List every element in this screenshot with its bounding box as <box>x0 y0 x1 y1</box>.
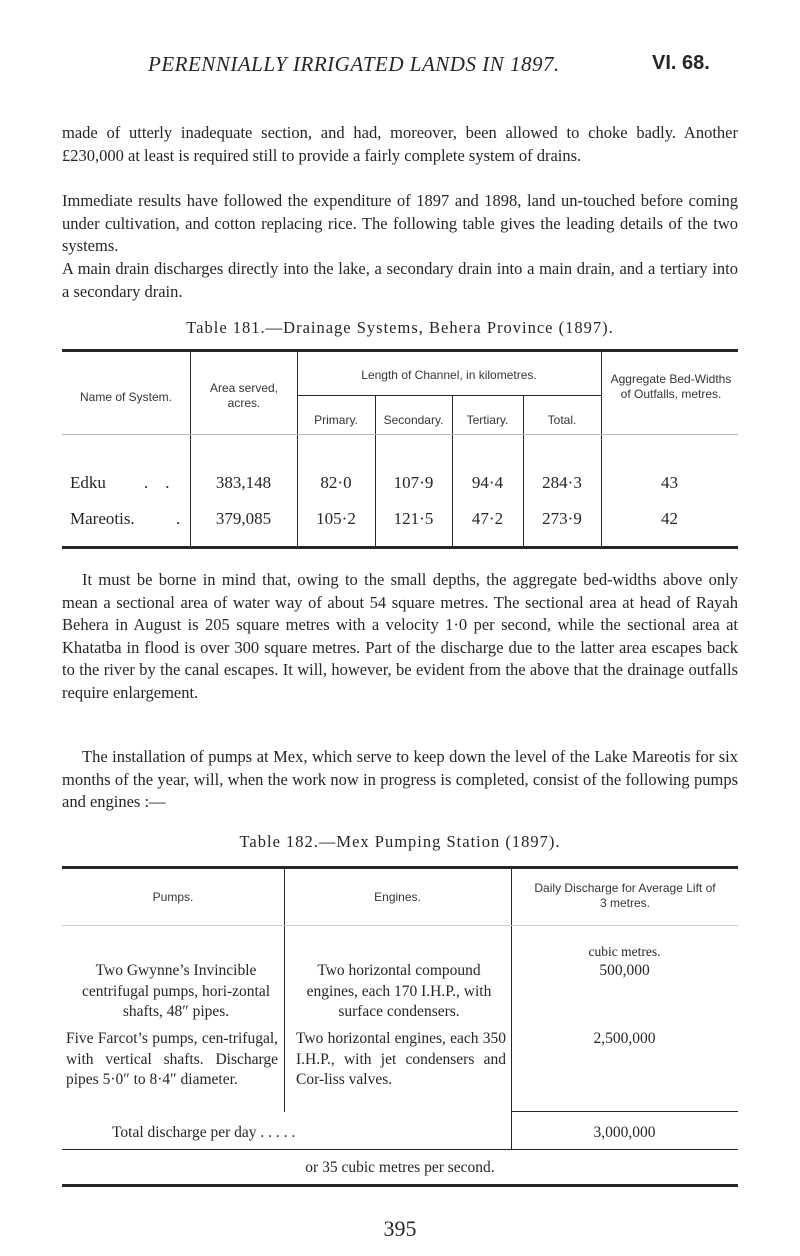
row-pumps: Two Gwynne’s Invincible centrifugal pumps, hori-zontal shafts, 48″ pipes. <box>81 962 271 1020</box>
total-label: Total discharge per day . . . . . <box>112 1124 296 1141</box>
row-primary: 82·0 <box>320 473 352 492</box>
row-total: 273·9 <box>542 509 582 528</box>
row-name: Mareotis. . <box>70 509 181 528</box>
total-value: 3,000,000 <box>593 1124 656 1141</box>
paragraph-2: Immediate results have followed the expenditure of 1897 and 1898, land un-touched before coming under cultivation, and cotton replacing rice. The following table gives the leading details of the two systems. <box>62 191 738 255</box>
header-daily-discharge: Daily Discharge for Average Lift of 3 metres. <box>534 881 716 910</box>
row-secondary: 107·9 <box>393 473 434 492</box>
row-area: 379,085 <box>215 509 272 528</box>
running-head <box>0 52 800 82</box>
row-aggregate: 43 <box>661 473 678 492</box>
row-discharge: 2,500,000 <box>593 1030 656 1047</box>
header-pumps: Pumps. <box>152 890 194 904</box>
table-182-caption: Table 182.—Mex Pumping Station (1897). <box>239 832 561 851</box>
header-aggregate: Aggregate Bed-Widths of Outfalls, metres. <box>610 372 732 401</box>
row-engines: Two horizontal compound engines, each 170 I.H.P., with surface condensers. <box>306 962 492 1020</box>
table-182-top-rule <box>62 866 738 869</box>
table-182-bottom-rule <box>62 1184 738 1187</box>
header-area-served: Area served, acres. <box>209 381 279 410</box>
paragraph-1: made of utterly inadequate section, and had, moreover, been allowed to choke badly. Another £230,000 at least is required still to provide a fairly complete system of drains. <box>62 123 738 165</box>
header-secondary: Secondary. <box>383 413 444 427</box>
row-engines: Two horizontal engines, each 350 I.H.P., with jet condensers and Cor-liss valves. <box>296 1030 506 1088</box>
row-tertiary: 94·4 <box>471 473 504 492</box>
unit-label: cubic metres. <box>588 944 661 959</box>
table-181-bottom-rule <box>62 546 738 549</box>
page-number: 395 <box>383 1216 417 1241</box>
row-secondary: 121·5 <box>393 509 434 528</box>
section-number: VI. 68. <box>652 52 710 74</box>
table-181-top-rule <box>62 349 738 352</box>
running-head-title: PERENNIALLY IRRIGATED LANDS IN 1897. <box>148 52 560 76</box>
paragraph-3: A main drain discharges directly into the lake, a secondary drain into a main drain, and a tertiary into a secondary drain. <box>62 259 738 301</box>
row-tertiary: 47·2 <box>471 509 504 528</box>
paragraph-4: It must be borne in mind that, owing to the small depths, the aggregate bed-widths above only mean a sectional area of water way of about 54 square metres. The sectional area at head of Rayah Behera in August is 205 square metres with a velocity 1·0 per second, while the sectional area at Khatatba in flood is over 300 square metres. Part of the discharge due to the latter area escapes back to the river by the canal escapes. It will, however, be evident from the above that the drainage outfalls require enlargement. <box>62 570 738 702</box>
header-tertiary: Tertiary. <box>466 413 509 427</box>
header-name-of-system: Name of System. <box>79 390 173 404</box>
header-engines: Engines. <box>374 890 421 904</box>
row-aggregate: 42 <box>661 509 678 528</box>
header-length-of-channel: Length of Channel, in kilometres. <box>361 368 537 382</box>
header-total: Total. <box>547 413 577 427</box>
header-primary: Primary. <box>314 413 358 427</box>
row-name: Edku . . <box>70 473 170 492</box>
row-total: 284·3 <box>542 473 582 492</box>
row-primary: 105·2 <box>316 509 356 528</box>
per-second-note: or 35 cubic metres per second. <box>305 1159 495 1176</box>
row-discharge: 500,000 <box>599 962 650 979</box>
table-181-caption: Table 181.—Drainage Systems, Behera Province (1897). <box>186 318 614 337</box>
row-pumps: Five Farcot’s pumps, cen-trifugal, with vertical shafts. Discharge pipes 5·0″ to 8·4″ diameter. <box>66 1030 278 1088</box>
paragraph-5: The installation of pumps at Mex, which serve to keep down the level of the Lake Mareotis for six months of the year, will, when the work now in progress is completed, consist of the following pumps and engines :— <box>62 747 738 811</box>
row-area: 383,148 <box>215 473 272 492</box>
